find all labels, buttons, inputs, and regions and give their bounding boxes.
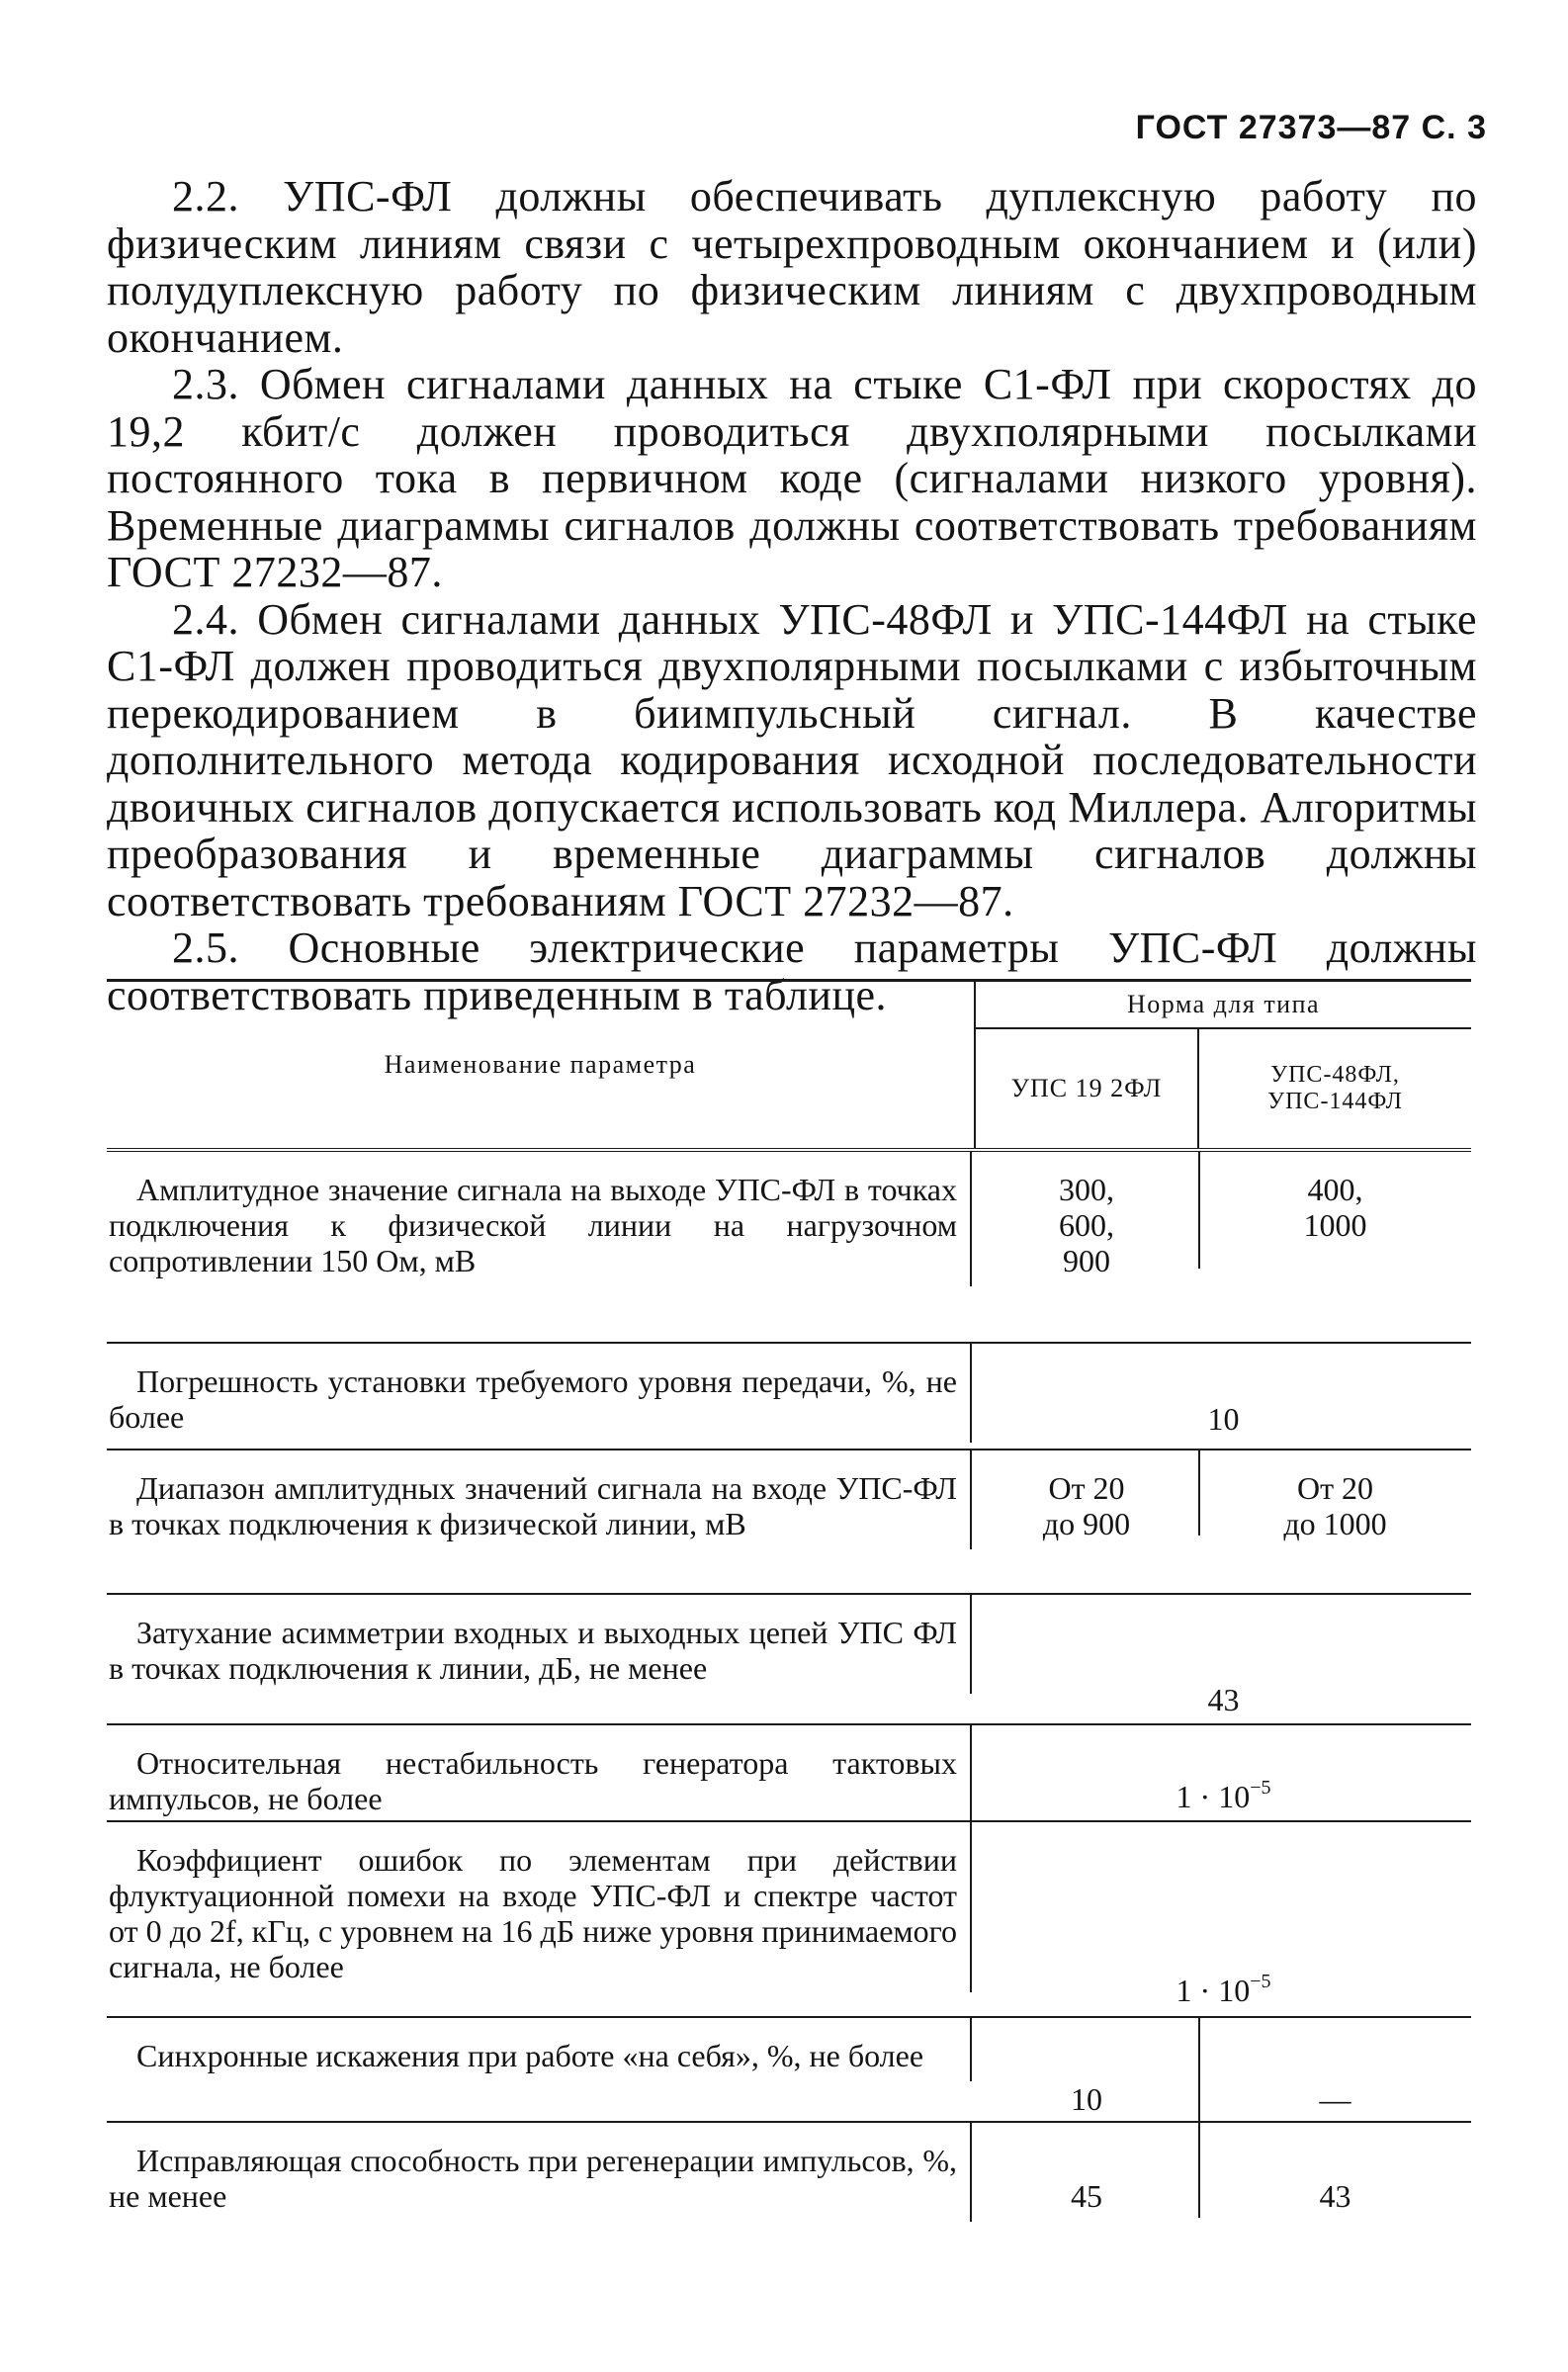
paragraph-2-5: 2.5. Основные электрические параметры УПС-ФЛ должны соответствовать приведенным в таблице. xyxy=(107,923,1477,1019)
table-row xyxy=(107,1725,1471,1822)
column-divider xyxy=(1198,1450,1200,1536)
table-row xyxy=(107,2018,1471,2123)
value-error-rate xyxy=(976,1973,1471,2008)
column-divider xyxy=(1198,2123,1200,2218)
header-norm-for-type: Норма для типа xyxy=(976,982,1471,1029)
header-type-48-144 xyxy=(1199,1029,1471,1148)
value-range-48-144: От 20 до 1000 xyxy=(1283,1470,1387,1541)
table-row xyxy=(107,2123,1471,2218)
value-exponent: −5 xyxy=(1250,1971,1271,1992)
paragraph-2-3: 2.3. Обмен сигналами данных на стыке С1-ФЛ при скоростях до 19,2 кбит/с должен проводиться двухполярными посылками постоянного тока в первичном коде (сигналами низкого уровня). Временные диаграммы сигналов должны соответствовать требованиям ГОСТ 27232—87. xyxy=(107,360,1477,596)
value-base: 1 · 10 xyxy=(1176,1779,1251,1814)
table-row xyxy=(107,1595,1471,1725)
value-level-error: 10 xyxy=(1207,1401,1240,1437)
row-name-sync-distortion: Синхронные искажения при работе «на себя», %, не более xyxy=(107,2018,972,2081)
value-correcting-48-144: 43 xyxy=(1319,2178,1351,2214)
column-divider xyxy=(1198,2018,1200,2121)
row-name-level-error: Погрешность установки требуемого уровня передачи, %, не более xyxy=(107,1344,972,1443)
table-row xyxy=(107,1450,1471,1595)
body-text xyxy=(107,173,1477,1018)
paragraph-2-4: 2.4. Обмен сигналами данных УПС-48ФЛ и УПС-144ФЛ на стыке С1-ФЛ должен проводиться двухполярными посылками с избыточным перекодированием в биимпульсный сигнал. В качестве дополнительного метода кодирования исходной последовательности двоичных сигналов допускается использовать код Миллера. Алгоритмы преобразования и временные диаграммы сигналов должны соответствовать требованиям ГОСТ 27232—87. xyxy=(107,594,1477,925)
value-base: 1 · 10 xyxy=(1176,1973,1251,2008)
row-name-correcting-ability: Исправляющая способность при регенерации импульсов, %, не менее xyxy=(107,2123,972,2222)
table-row xyxy=(107,1822,1471,2018)
value-exponent: −5 xyxy=(1250,1777,1271,1799)
parameters-table xyxy=(107,979,1471,2218)
table-row xyxy=(107,1344,1471,1450)
column-divider xyxy=(1198,1152,1200,1269)
row-name-error-rate: Коэффициент ошибок по элементам при действии флуктуационной помехи на входе УПС-ФЛ и спектре частот от 0 до 2f, кГц, с уровнем на 16 дБ ниже уровня принимаемого сигнала, не более xyxy=(107,1822,972,1992)
value-correcting-19-2: 45 xyxy=(1071,2178,1102,2214)
value-generator-instability xyxy=(976,1779,1471,1814)
row-name-generator-instability: Относительная нестабильность генератора тактовых импульсов, не более xyxy=(107,1725,972,1824)
header-parameter-name: Наименование параметра xyxy=(107,982,976,1148)
value-amplitude-48-144: 400, 1000 xyxy=(1303,1172,1367,1243)
value-sync-48-144: — xyxy=(1319,2081,1351,2117)
header-type-19-2: УПС 19 2ФЛ xyxy=(976,1029,1199,1148)
row-name-amplitude-output: Амплитудное значение сигнала на выходе УПС-ФЛ в точках подключения к физической линии на нагрузочном сопротивлении 150 Ом, мВ xyxy=(107,1152,972,1286)
row-name-asymmetry: Затухание асимметрии входных и выходных цепей УПС ФЛ в точках подключения к линии, дБ, не менее xyxy=(107,1595,972,1694)
value-amplitude-19-2: 300, 600, 900 xyxy=(1059,1172,1114,1278)
row-name-amplitude-range: Диапазон амплитудных значений сигнала на входе УПС-ФЛ в точках подключения к физической линии, мВ xyxy=(107,1450,972,1549)
table-header xyxy=(107,982,1471,1152)
paragraph-2-2: 2.2. УПС-ФЛ должны обеспечивать дуплексную работу по физическим линиям связи с четырехпроводным окончанием и (или) полудуплексную работу по физическим линиям с двухпроводным окончанием. xyxy=(107,172,1477,362)
value-asymmetry: 43 xyxy=(1207,1682,1240,1717)
header-type-48-144-text: УПС-48ФЛ, УПС-144ФЛ xyxy=(1267,1062,1403,1114)
value-range-19-2: От 20 до 900 xyxy=(1042,1470,1131,1541)
table-row xyxy=(107,1152,1471,1344)
running-header: ГОСТ 27373—87 С. 3 xyxy=(1135,109,1487,146)
value-sync-19-2: 10 xyxy=(1071,2081,1102,2117)
